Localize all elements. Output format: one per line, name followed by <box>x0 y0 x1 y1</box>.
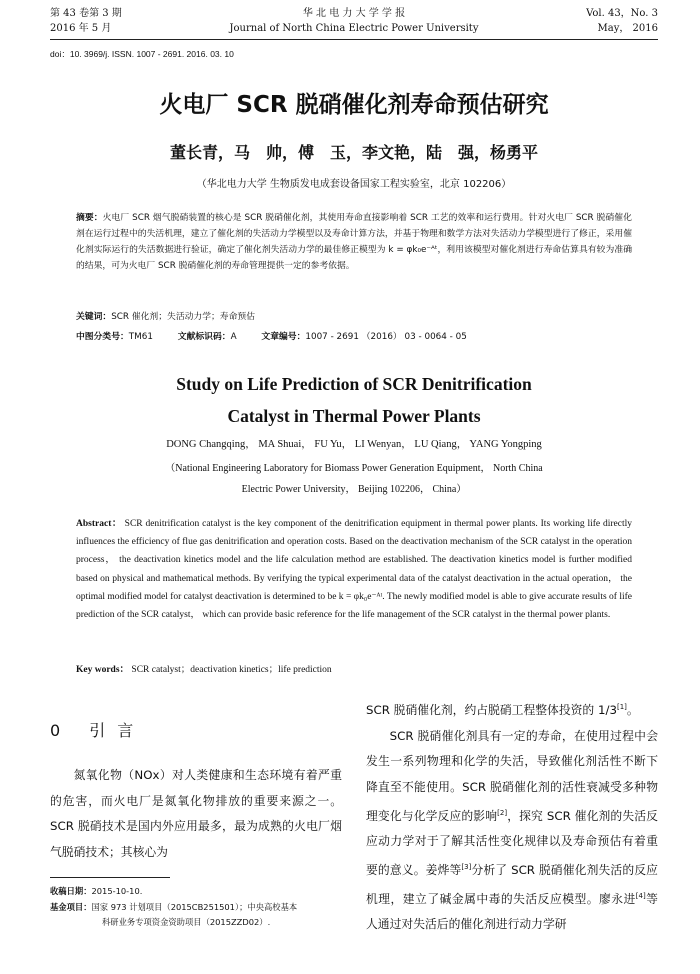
keywords-en <box>76 661 632 675</box>
keywords-en-label: Key words： <box>76 665 130 675</box>
running-header <box>50 6 658 40</box>
title-en-line2: Catalyst in Thermal Power Plants <box>227 406 481 426</box>
title-en <box>50 368 658 432</box>
body-paragraph: 氮氧化物（NOx）对人类健康和生态环境有着严重的危害，而火电厂是氮氧化物排放的重要来源之一。SCR 脱硝技术是国内外应用最多，最为成熟的火电厂烟气脱硝技术；其核心为 <box>50 768 342 860</box>
journal-name-cn: 华 北 电 力 大 学 学 报 <box>302 8 406 19</box>
received-value: 2015-10-10. <box>91 886 143 896</box>
body-paragraph: SCR 脱硝催化剂具有一定的寿命，在使用过程中会发生一系列物理和化学的失活，导致催化剂活性不断下降直至不能使用。SCR 脱硝催化剂的活性衰减受多种物理变化与化学反应的影响[2]，探究 SCR 催化剂的失活反应动力学对于了解其活性变化规律以及寿命预估有着重要的意义。姜烨等[3]分析了 SCR 脱硝催化剂失活的反应机理，建立了碱金属中毒的失活反应模型。廖永进[4]等人通过对失活后的催化剂进行动力学研 <box>366 728 658 932</box>
title-en-line1: Study on Life Prediction of SCR Denitrification <box>176 374 532 394</box>
date-cn: 2016 年 5 月 <box>50 23 112 34</box>
abstract-en-text: SCR denitrification catalyst is the key component of the denitrification equipment in thermal power plants. Its working life directly influences the efficiency of flue gas denitrification and operation costs. Based on the deactivation mechanism of the SCR catalyst in the operation process， the deactivation kinetics model and the life calculation method are established. The deactivation kinetics model is further modified based on physical and mathematical methods. By verifying the typical experimental data of the catalyst deactivation in the actual operation， the optimal modified model for catalyst deactivation is determined to be k = φk₀e⁻ᴬᵗ. The newly modified model is able to give accurate results of life prediction of the SCR catalyst， which can provide basic reference for the life management of the SCR catalyst in the thermal power plants. <box>76 519 633 621</box>
abstract-en-label: Abstract： <box>76 519 122 529</box>
article-no-label: 文章编号： <box>261 332 306 342</box>
cls-value: TM61 <box>128 332 153 342</box>
affiliation-en-line1: （National Engineering Laboratory for Biomass Power Generation Equipment， North China <box>165 463 543 474</box>
citation: [1] <box>616 703 627 711</box>
abstract-cn-text: 火电厂 SCR 烟气脱硝装置的核心是 SCR 脱硝催化剂，其使用寿命直接影响着 SCR 工艺的效率和运行费用。针对火电厂 SCR 脱硝催化剂在运行过程中的失活机理，建立了催化剂的失活动力学模型以及寿命计算方法，并基于物理和数学方法对失活动力学模型进行了修正，采用催化剂实际运行的失活数据进行验证，确定了催化剂失活动力学的最佳修正模型为 k = φk₀e⁻ᴬᵗ，利用该模型对催化剂进行寿命估算具有较为准确的结果，可为火电厂 SCR 脱硝催化剂的寿命管理提供一定的参考依据。 <box>76 213 632 271</box>
doc-code-value: A <box>230 332 237 342</box>
section-heading <box>50 718 145 741</box>
body-column-left <box>50 763 342 866</box>
keywords-cn-label: 关键词： <box>76 312 112 322</box>
title-cn: 火电厂 SCR 脱硝催化剂寿命预估研究 <box>159 92 549 118</box>
abstract-cn-label: 摘要： <box>76 213 103 223</box>
citation: [4] <box>635 891 646 900</box>
keywords-cn-text: SCR 催化剂；失活动力学；寿命预估 <box>111 312 255 322</box>
header-right <box>586 6 658 36</box>
cls-label: 中图分类号： <box>76 332 129 342</box>
section-title: 引言 <box>89 721 146 740</box>
body-paragraph: SCR 脱硝催化剂，约占脱硝工程整体投资的 1/3[1]。 <box>366 702 639 717</box>
journal-name-en: Journal of North China Electric Power University <box>229 23 479 34</box>
body-column-right <box>366 695 658 938</box>
affiliation-en-line2: Electric Power University， Beijing 102206， China） <box>241 484 467 495</box>
article-no-value: 1007 - 2691 （2016） 03 - 0064 - 05 <box>305 332 467 342</box>
volume-en: Vol. 43，No. 3 <box>586 8 658 19</box>
fund-label: 基金项目： <box>50 901 92 912</box>
keywords-en-text: SCR catalyst；deactivation kinetics；life prediction <box>131 665 332 675</box>
header-center <box>50 6 658 36</box>
affiliation-cn: （华北电力大学 生物质发电成套设备国家工程实验室，北京 102206） <box>196 179 512 190</box>
doc-code-label: 文献标识码： <box>177 332 231 342</box>
abstract-en <box>76 515 632 624</box>
fund-line2: 科研业务专项资金资助项目（2015ZZD02）. <box>102 917 271 927</box>
doi: doi：10. 3969/j. ISSN. 1007 - 2691. 2016. 03. 10 <box>50 49 234 59</box>
footnote <box>50 884 342 931</box>
section-number: 0 <box>50 721 73 740</box>
fund-line1: 国家 973 计划项目（2015CB251501）；中央高校基本 <box>91 901 298 912</box>
affiliation-en <box>130 458 578 500</box>
header-rule <box>50 39 658 40</box>
issue-cn: 第 43 卷第 3 期 <box>50 8 122 19</box>
footnote-rule <box>50 877 170 878</box>
classification-cn <box>76 329 632 342</box>
received-label: 收稿日期： <box>50 886 92 896</box>
date-en: May， 2016 <box>597 23 658 34</box>
keywords-cn <box>76 309 632 322</box>
citation: [3] <box>461 863 472 872</box>
authors-cn: 董长青，马 帅，傅 玉，李文艳，陆 强，杨勇平 <box>169 143 538 162</box>
citation: [2] <box>497 808 508 817</box>
abstract-cn <box>76 210 632 274</box>
authors-en: DONG Changqing， MA Shuai， FU Yu， LI Wenyan， LU Qiang， YANG Yongping <box>166 439 542 450</box>
